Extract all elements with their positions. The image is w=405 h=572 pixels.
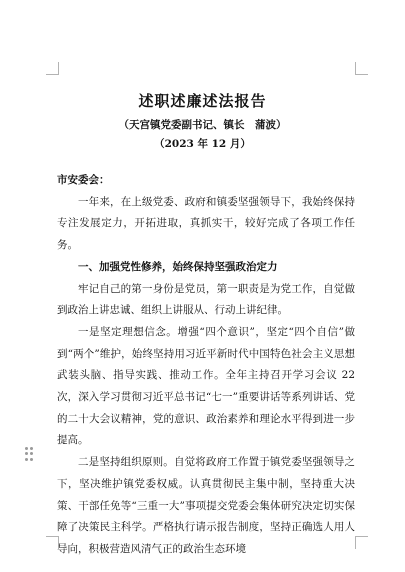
salutation: 市安委会： xyxy=(57,174,110,186)
crop-mark-top-right xyxy=(355,62,368,75)
paragraph: 一是坚定理想信念。增强“四个意识”，坚定“四个自信”做到“两个”维护，始终坚持用习近平新时代中国特色社会主义思想武装头脑、指导实践、推动工作。全年主持召开学习会议 22 次，深入学习贯彻习近平总书记“七一”重要讲话等系列讲话、党的二十大会议精神，党的意识、政治素养和理论水平得到进一步提高。 xyxy=(57,325,355,447)
paragraph: 牢记自己的第一身份是党员，第一职责是为党工作，自觉做到政治上讲忠诚、组织上讲服从、行动上讲纪律。 xyxy=(57,282,355,317)
paragraph-intro: 一年来，在上级党委、政府和镇委坚强领导下，我始终保持专注发展定力，开拓进取，真抓实干，较好完成了各项工作任务。 xyxy=(57,195,355,252)
crop-mark-bottom-right xyxy=(355,536,368,549)
document-date: （2023 年 12 月） xyxy=(154,138,251,150)
document-subtitle: （天宫镇党委副书记、镇长 蒲波） xyxy=(118,119,287,131)
document-title: 述职述廉述法报告 xyxy=(138,92,267,110)
drag-handle-icon[interactable] xyxy=(25,447,33,461)
paragraph: 二是坚持组织原则。自觉将政府工作置于镇党委坚强领导之下，坚决维护镇党委权威。认真贯彻民主集中制，坚持重大决策、干部任免等“三重一大”事项提交党委会集体研究决定切实保障了决策民主科学。严格执行请示报告制度，坚持正确选人用人导向，积极营造风清气正的政治生态环境 xyxy=(57,456,355,555)
crop-mark-top-left xyxy=(46,62,59,75)
section-heading: 一、加强党性修养，始终保持坚强政治定力 xyxy=(78,260,278,273)
document-body xyxy=(57,170,355,561)
